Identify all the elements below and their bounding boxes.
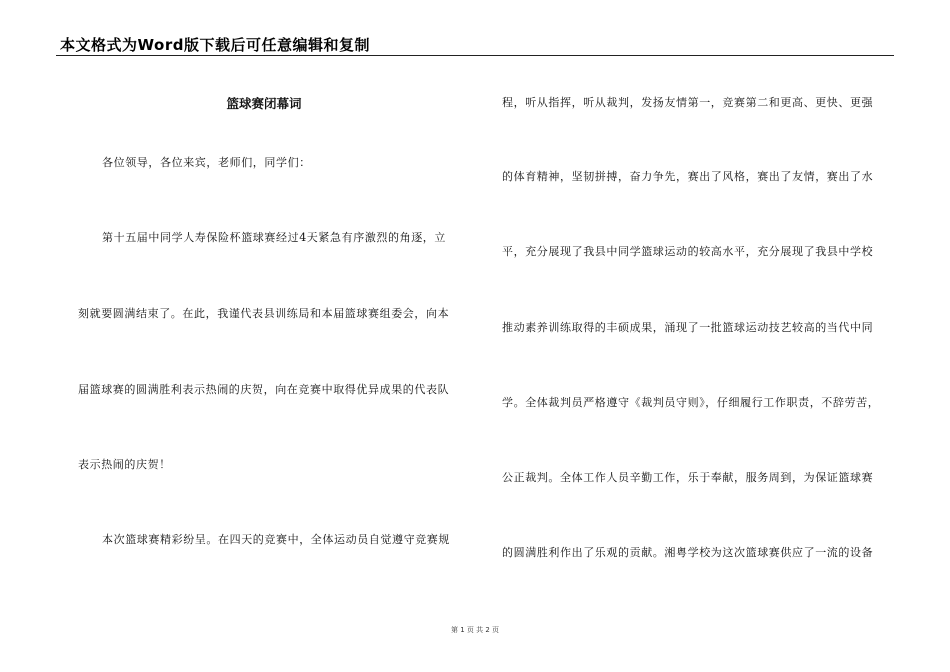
paragraph-line: 本次篮球赛精彩纷呈。在四天的竞赛中，全体运动员自觉遵守竞赛规 xyxy=(102,533,450,546)
paragraph-line: 推动素养训练取得的丰硕成果，涌现了一批篮球运动技艺较高的当代中同 xyxy=(502,321,874,334)
paragraph-line: 第十五届中同学人寿保险杯篮球赛经过4天紧急有序激烈的角逐，立 xyxy=(102,231,446,244)
document-title: 篮球赛闭幕词 xyxy=(226,96,302,111)
page-number: 第 1 页 共 2 页 xyxy=(450,626,500,634)
paragraph-line: 平，充分展现了我县中同学篮球运动的较高水平，充分展现了我县中学校 xyxy=(502,245,874,258)
paragraph-line: 表示热闹的庆贺！ xyxy=(78,458,171,471)
download-banner: 本文格式为Word版下载后可任意编辑和复制 xyxy=(60,36,370,54)
paragraph-line: 程，听从指挥，听从裁判，发扬友情第一，竞赛第二和更高、更快、更强 xyxy=(502,96,874,109)
paragraph-line: 学。全体裁判员严格遵守《裁判员守则》，仔细履行工作职责，不辞劳苦， xyxy=(502,396,880,409)
right-column xyxy=(502,0,892,672)
paragraph-line: 公正裁判。全体工作人员辛勤工作，乐于奉献，服务周到，为保证篮球赛 xyxy=(502,471,874,484)
left-column xyxy=(78,0,470,672)
paragraph-line: 各位领导，各位来宾，老师们，同学们： xyxy=(102,156,311,169)
paragraph-line: 刻就要圆满结束了。在此，我谨代表县训练局和本届篮球赛组委会，向本 xyxy=(78,307,450,320)
paragraph-line: 的体育精神，坚韧拼搏，奋力争先，赛出了风格，赛出了友情，赛出了水 xyxy=(502,170,874,183)
paragraph-line: 届篮球赛的圆满胜利表示热闹的庆贺，向在竞赛中取得优异成果的代表队 xyxy=(78,383,450,396)
paragraph-line: 的圆满胜利作出了乐观的贡献。湘粤学校为这次篮球赛供应了一流的设备 xyxy=(502,546,874,559)
